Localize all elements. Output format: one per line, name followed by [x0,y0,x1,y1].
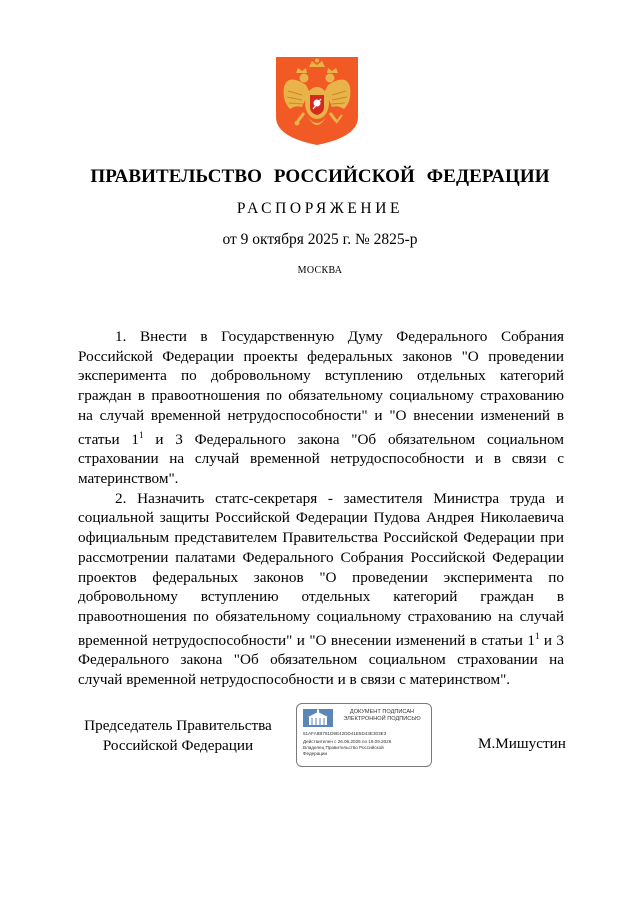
paragraph-1: 1. Внести в Государственную Думу Федерального Собрания Российской Федерации проекты федеральных законов "О проведении эксперимента по добровольному вступлению отдельных категорий граждан в правоотношения по обязательному социальному страхованию на случай временной нетрудоспособности" и "О внесении изменений в статьи $1^1$ и 3 Федерального закона "Об обязательном социальном страховании на случай временной нетрудоспособности и в связи с материнством". [78,328,564,487]
coat-of-arms-icon [276,57,358,145]
document-date-number: от 9 октября 2025 г. № 2825-р [222,231,418,248]
order-body [78,327,564,690]
signatory-name: М.Мишустин [478,735,566,752]
building-icon [303,709,333,727]
certificate-serial: 51AFA8B781D9E42DD41E5D43E303E3 [303,731,387,736]
certificate-validity: Действителен с 26.06.2025 по 19.09.2026 [303,739,392,744]
signatory-position: Председатель Правительства Российской Федерации [84,717,272,754]
government-title: ПРАВИТЕЛЬСТВО РОССИЙСКОЙ ФЕДЕРАЦИИ [90,166,550,187]
stamp-title: ДОКУМЕНТ ПОДПИСАН ЭЛЕКТРОННОЙ ПОДПИСЬЮ [343,709,421,722]
document-type: РАСПОРЯЖЕНИЕ [236,200,404,217]
superscript: 1 [534,630,540,641]
superscript: 1 [139,429,144,440]
paragraph-2: 2. Назначить статс-секретаря - заместителя Министра труда и социальной защиты Российской Федерации Пудова Андрея Николаевича официальным представителем Правительства Российской Федерации при рассмотрении палатами Федерального Собрания Российской Федерации проектов федеральных законов "О проведении эксперимента по добровольному вступлению отдельных категорий граждан в правоотношения по обязательному социальному страхованию на случай временной нетрудоспособности" и "О внесении изменений в статьи $1^1$ и 3 Федерального закона "Об обязательном социальном страховании на случай временной нетрудоспособности и в связи с материнством". [78,489,564,689]
certificate-owner: Владелец Правительство Российской [303,745,384,750]
certificate-owner-cont: Федерации [303,750,328,756]
document-city: МОСКВА [297,265,343,276]
electronic-signature-stamp [296,703,432,767]
